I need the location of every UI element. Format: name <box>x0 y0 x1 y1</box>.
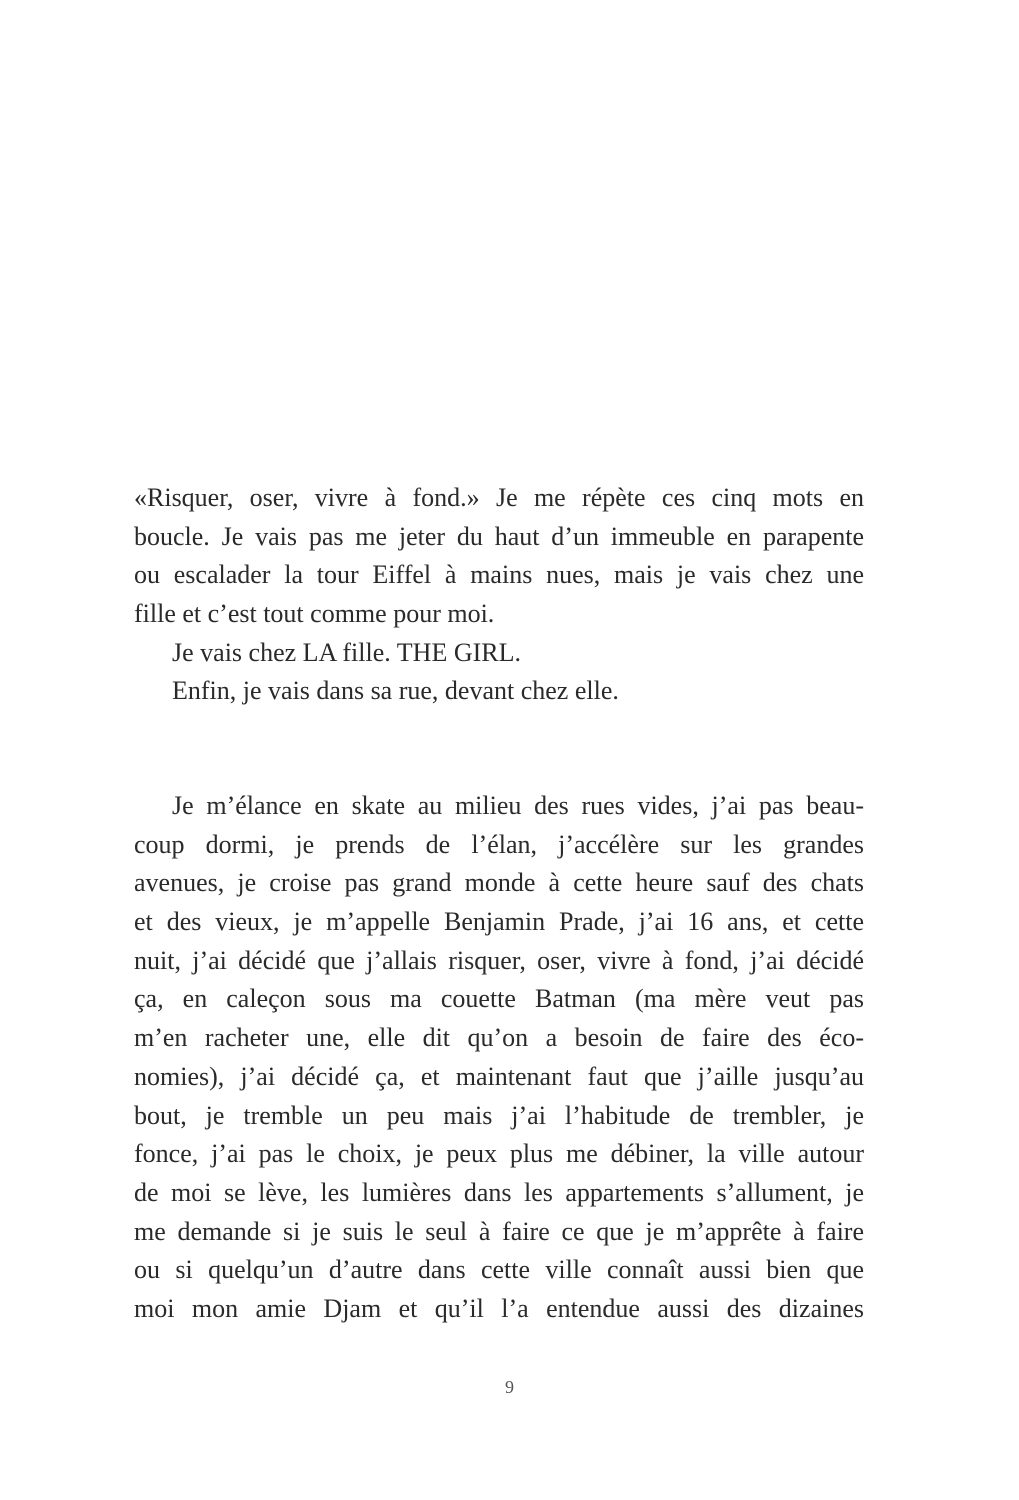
text-line: bout, je tremble un peu mais j’ai l’habitude de trembler, je <box>134 1100 864 1130</box>
opening-paragraphs <box>134 479 864 711</box>
main-paragraph <box>134 787 864 1329</box>
text-line: m’en racheter une, elle dit qu’on a besoin de faire des éco- <box>134 1023 864 1053</box>
text-line: fille et c’est tout comme pour moi. <box>134 599 495 629</box>
text-line: Enfin, je vais dans sa rue, devant chez elle. <box>172 676 619 706</box>
text-line: Je vais chez LA fille. THE GIRL. <box>172 637 521 667</box>
text-line: et des vieux, je m’appelle Benjamin Prade, j’ai 16 ans, et cette <box>134 907 864 937</box>
text-line: nuit, j’ai décidé que j’allais risquer, oser, vivre à fond, j’ai décidé <box>134 945 864 975</box>
text-line: Je m’élance en skate au milieu des rues vides, j’ai pas beau- <box>172 791 864 820</box>
text-line: fonce, j’ai pas le choix, je peux plus me débiner, la ville autour <box>134 1139 864 1169</box>
text-line: ça, en caleçon sous ma couette Batman (ma mère veut pas <box>134 984 864 1014</box>
text-line: de moi se lève, les lumières dans les appartements s’allument, je <box>134 1177 864 1207</box>
text-line: moi mon amie Djam et qu’il l’a entendue aussi des dizaines <box>134 1293 864 1323</box>
text-line: nomies), j’ai décidé ça, et maintenant faut que j’aille jusqu’au <box>134 1061 864 1091</box>
text-line: me demande si je suis le seul à faire ce que je m’apprête à faire <box>134 1216 864 1246</box>
text-line: ou si quelqu’un d’autre dans cette ville connaît aussi bien que <box>134 1255 864 1285</box>
text-line: «Risquer, oser, vivre à fond.» Je me répète ces cinq mots en <box>134 483 864 512</box>
page-number: 9 <box>505 1377 514 1397</box>
text-line: avenues, je croise pas grand monde à cette heure sauf des chats <box>134 868 864 898</box>
text-line: coup dormi, je prends de l’élan, j’accélère sur les grandes <box>134 829 864 859</box>
text-line: boucle. Je vais pas me jeter du haut d’un immeuble en parapente <box>134 521 864 551</box>
text-line: ou escalader la tour Eiffel à mains nues, mais je vais chez une <box>134 560 864 590</box>
